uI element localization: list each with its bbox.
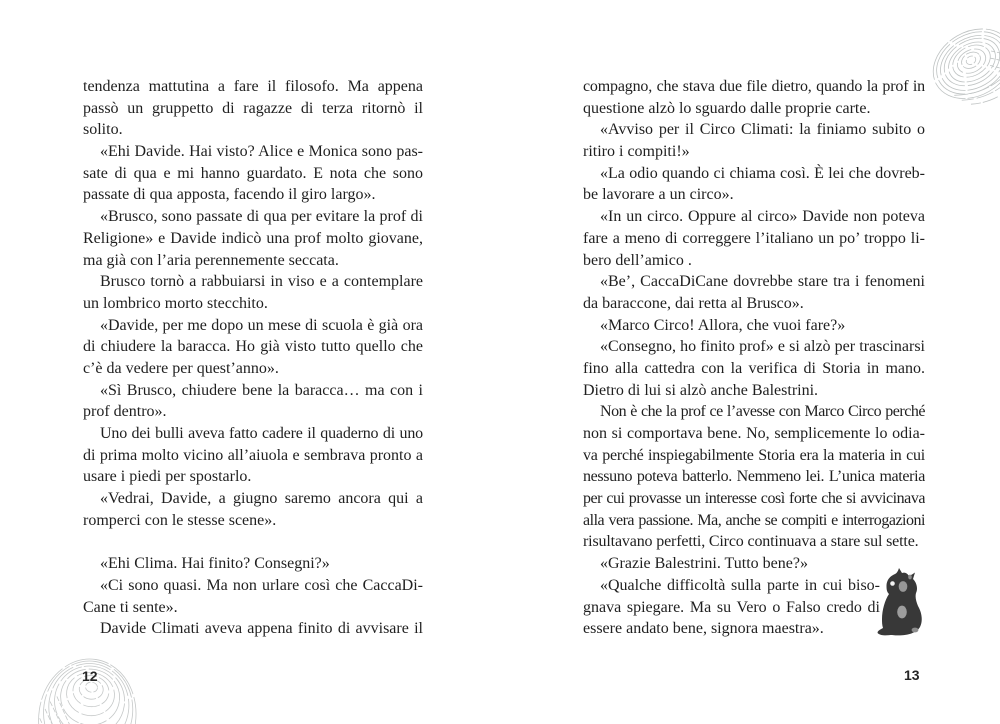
text-line: usare i piedi per spostarlo. (83, 468, 252, 486)
text-line: «In un circo. Oppure al circo» Davide non poteva (600, 208, 925, 226)
text-line: di prima molto vicino all’aiuola e sembrava pronto a (83, 446, 423, 464)
text-line: Davide Climati aveva appena finito di avvisare il (100, 620, 423, 638)
text-line: nessuno poteva batterlo. Nemmeno lei. L’unica materia (583, 468, 925, 486)
text-line: «Brusco, sono passate di qua per evitare la prof di (100, 208, 423, 226)
text-line: Brusco tornò a rabbuiarsi in viso e a contemplare (100, 273, 423, 291)
text-line: di chiudere la baracca. Ho già visto tutto quello che (83, 338, 423, 356)
text-line: tendenza mattutina a fare il filosofo. Ma appena (83, 78, 423, 95)
text-line: va perché inspiegabilmente Storia era la materia in cui (583, 446, 925, 464)
text-line: c’è da vedere per quest’anno». (83, 359, 279, 377)
text-line: Uno dei bulli aveva fatto cadere il quaderno di uno (100, 425, 423, 442)
fingerprint-icon (34, 645, 144, 724)
fingerprint-icon (926, 16, 1000, 110)
text-line: «Avviso per il Circo Climati: la finiamo subito o (600, 121, 925, 139)
text-line: ritiro i compiti!» (583, 143, 690, 161)
text-line: «Ehi Davide. Hai visto? Alice e Monica sono pas- (100, 143, 423, 161)
text-line: gnava spiegare. Ma su Vero o Falso credo di (583, 598, 880, 616)
page-13-text-column (583, 76, 925, 640)
text-line: «Sì Brusco, chiudere bene la baracca… ma con i (100, 381, 423, 399)
text-line: questione alzò lo sguardo dalle proprie carte. (583, 99, 871, 117)
text-line: alla vera passione. Ma, anche se compiti e interrogazioni (583, 511, 925, 529)
text-line: prof dentro». (83, 403, 167, 421)
text-line: ma già con l’aria perennemente seccata. (83, 251, 339, 269)
text-line: bero dell’amico . (583, 251, 692, 269)
text-line: essere andato bene, signora maestra». (583, 620, 824, 638)
text-line: «Grazie Balestrini. Tutto bene?» (600, 555, 808, 573)
text-line: Dietro di lui si alzò anche Balestrini. (583, 381, 819, 399)
text-line: «Consegno, ho finito prof» e si alzò per trascinarsi (600, 338, 925, 356)
text-line: passò un gruppetto di ragazze di terza ritornò il (83, 99, 423, 117)
text-line: «Marco Circo! Allora, che vuoi fare?» (600, 316, 846, 334)
page-number-13: 13 (904, 667, 920, 683)
text-line: non si comportava bene. No, semplicemente lo odia- (583, 425, 925, 442)
blank-line (83, 531, 423, 553)
text-line: per cui provasse un interesse così forte che si avvicinava (583, 490, 925, 508)
text-line: «Qualche difficoltà sulla parte in cui biso- (600, 576, 880, 594)
text-line: Religione» e Davide indicò una prof molto giovane, (83, 229, 423, 247)
text-line: «Vedrai, Davide, a giugno saremo ancora qui a (100, 490, 423, 508)
text-line: sate di qua e mi hanno guardato. E nota che sono (83, 164, 423, 182)
text-line: «Be’, CaccaDiCane dovrebbe stare tra i fenomeni (600, 273, 925, 291)
text-line: be lavorare a un circo». (583, 186, 734, 204)
text-line: solito. (83, 121, 123, 139)
text-line: passate di qua apposta, facendo il giro largo». (83, 186, 376, 204)
text-line: «La odio quando ci chiama così. È lei che dovreb- (600, 164, 925, 182)
text-line: «Ci sono quasi. Ma non urlare così che CaccaDi- (100, 576, 423, 594)
text-line: «Ehi Clima. Hai finito? Consegni?» (100, 555, 330, 573)
text-line: fino alla cattedra con la verifica di Storia in mano. (583, 359, 925, 377)
text-line: Non è che la prof ce l’avesse con Marco Circo perché (600, 403, 925, 421)
text-line: Cane ti sente». (83, 598, 178, 616)
text-line: da baraccone, dai retta al Brusco». (583, 294, 804, 312)
text-line: «Davide, per me dopo un mese di scuola è già ora (100, 316, 423, 334)
text-line: compagno, che stava due file dietro, quando la prof in (583, 78, 925, 95)
text-line: risultavano perfetti, Circo continuava a stare sul sette. (583, 533, 919, 551)
hamster-silhouette-illustration (876, 564, 924, 636)
page-number-12: 12 (82, 668, 98, 684)
text-line: un lombrico morto stecchito. (83, 294, 268, 312)
text-line: romperci con le stesse scene». (83, 511, 277, 529)
page-12-text-column (83, 76, 423, 640)
text-line: fare a meno di correggere l’italiano un po’ troppo li- (583, 229, 925, 247)
